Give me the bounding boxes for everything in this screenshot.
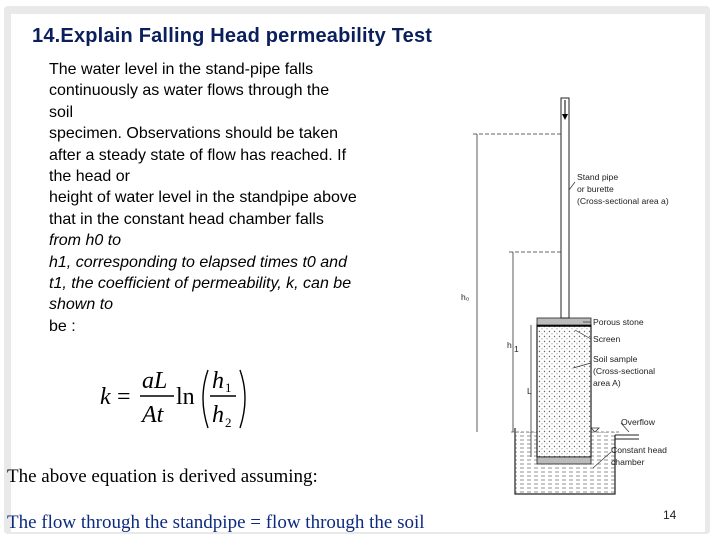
- h0-label: h₀: [461, 292, 470, 302]
- falling-head-diagram: [443, 90, 696, 499]
- stand-pipe-label-1: Stand pipe: [577, 172, 619, 182]
- chamber-label-1: Constant head: [611, 445, 667, 455]
- paragraph-line: The water level in the stand-pipe falls: [49, 61, 314, 78]
- paragraph-line: that in the constant head chamber falls: [49, 210, 324, 228]
- eq-left-paren: [203, 370, 208, 428]
- eq-k: k: [100, 384, 111, 410]
- eq-numerator: aL: [142, 368, 168, 394]
- soil-sample-label-2: (Cross-sectional: [593, 366, 656, 376]
- assumption-note: The above equation is derived assuming:: [7, 466, 318, 487]
- porous-stone-bottom: [537, 457, 591, 464]
- permeability-equation: [100, 358, 280, 438]
- paragraph-line: soil: [49, 103, 74, 121]
- eq-denominator: At: [142, 402, 164, 428]
- eq-h2: h: [212, 402, 224, 428]
- soil-sample-label-3: area A): [593, 378, 621, 388]
- overflow-label: Overflow: [621, 417, 655, 427]
- eq-h1-sub: 1: [225, 380, 232, 395]
- h1-label-sub: 1: [514, 344, 519, 354]
- chamber-label-2: chamber: [611, 457, 645, 467]
- h1-label: h: [507, 340, 512, 350]
- slide-title: 14.Explain Falling Head permeability Test: [32, 25, 433, 47]
- page-number: 14: [663, 508, 677, 522]
- eq-right-paren: [240, 370, 245, 428]
- paragraph-line: be :: [49, 317, 76, 335]
- description-paragraph: [49, 59, 409, 337]
- stand-pipe-label-3: (Cross-sectional area a): [577, 196, 669, 206]
- stand-pipe-label-2: or burette: [577, 184, 614, 194]
- paragraph-line: the head or: [49, 168, 130, 186]
- screen-label: Screen: [593, 334, 621, 344]
- soil-column: [537, 325, 591, 457]
- eq-h1: h: [212, 368, 224, 394]
- paragraph-line: specimen. Observations should be taken: [49, 125, 339, 143]
- paragraph-line: height of water level in the standpipe above: [49, 189, 357, 207]
- flow-equality-note: The flow through the standpipe = flow through the soil: [7, 512, 425, 533]
- paragraph-line: from h0 to: [49, 232, 122, 250]
- eq-h2-sub: 2: [225, 415, 232, 430]
- eq-equals: =: [117, 384, 131, 410]
- paragraph-line: t1, the coefficient of permeability, k, can be: [49, 275, 352, 293]
- porous-stone-top: [537, 318, 591, 325]
- porous-stone-label: Porous stone: [593, 317, 644, 327]
- paragraph-line: continuously as water flows through the: [49, 82, 330, 100]
- eq-ln: ln: [176, 384, 195, 410]
- soil-sample-label-1: Soil sample: [593, 354, 638, 364]
- paragraph-line: h1, corresponding to elapsed times t0 and: [49, 253, 347, 271]
- paragraph-line: after a steady state of flow has reached. If: [49, 146, 347, 164]
- stand-pipe: [561, 98, 569, 318]
- L-label: L: [527, 386, 532, 396]
- paragraph-line: shown to: [49, 296, 114, 314]
